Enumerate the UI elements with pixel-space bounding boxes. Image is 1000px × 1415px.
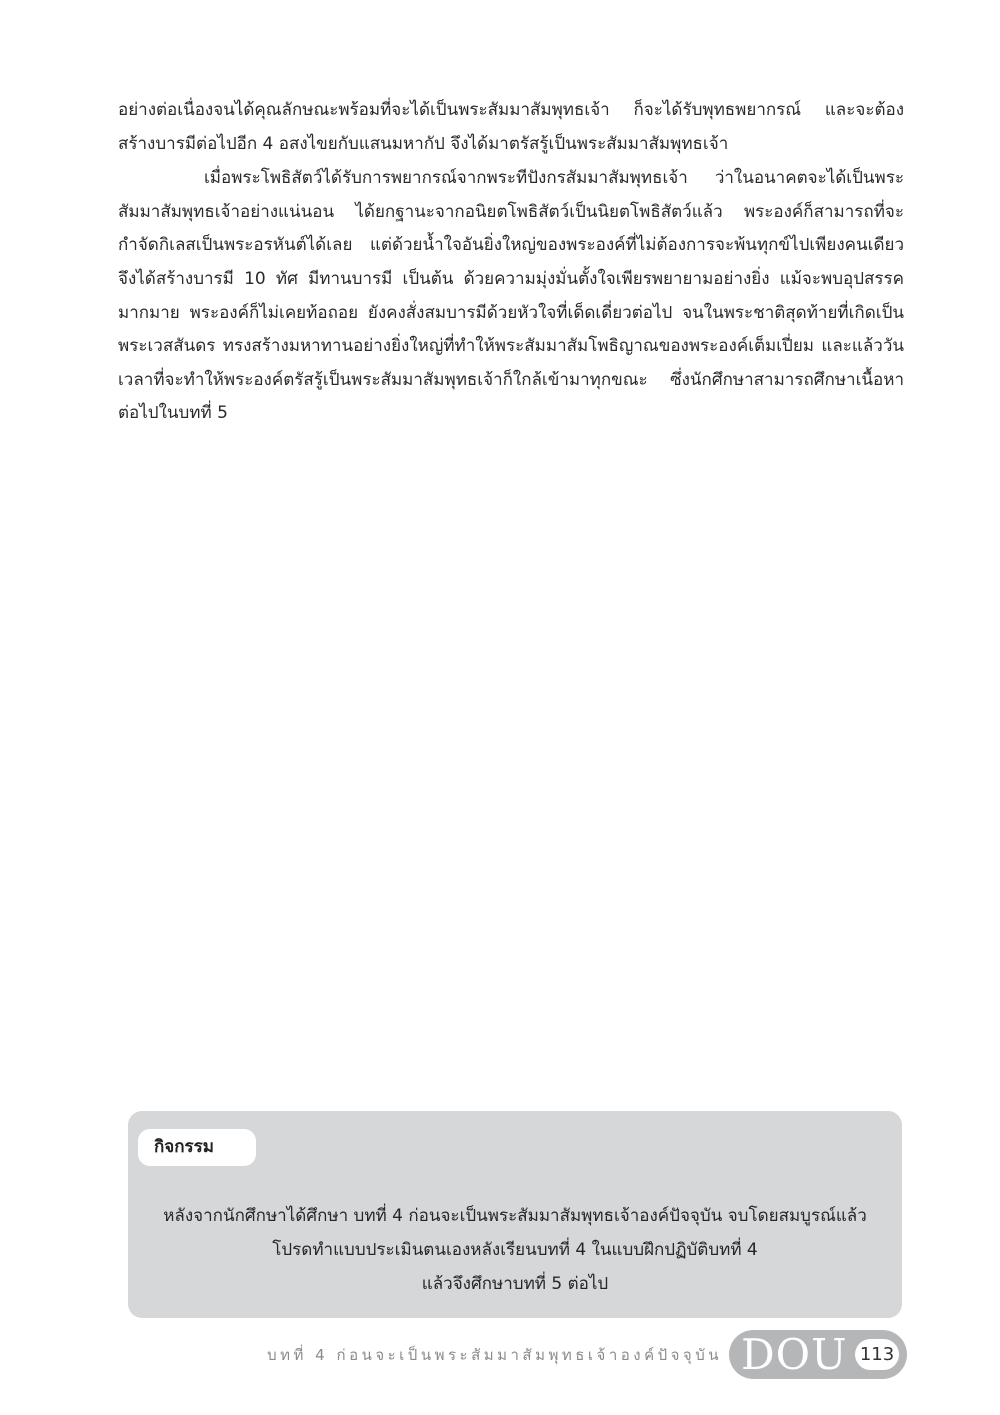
footer-chapter-title: บทที่ 4 ก่อนจะเป็นพระสัมมาสัมพุทธเจ้าองค์ปัจจุบัน bbox=[267, 1346, 722, 1364]
activity-line-3: แล้วจึงศึกษาบทที่ 5 ต่อไป bbox=[421, 1274, 609, 1294]
body-text bbox=[118, 94, 904, 431]
activity-box bbox=[128, 1111, 902, 1318]
page-number: 113 bbox=[855, 1339, 899, 1370]
activity-instructions bbox=[128, 1199, 902, 1301]
dou-logo: DOU bbox=[741, 1330, 848, 1379]
paragraph-1: อย่างต่อเนื่องจนได้คุณลักษณะพร้อมที่จะได้เป็นพระสัมมาสัมพุทธเจ้า ก็จะได้รับพุทธพยากรณ์ และจะต้องสร้างบารมีต่อไปอีก 4 อสงไขยกับแสนมหากัป จึงได้มาตรัสรู้เป็นพระสัมมาสัมพุทธเจ้า bbox=[118, 100, 904, 154]
activity-label: กิจกรรม bbox=[138, 1129, 256, 1166]
paragraph-2: เมื่อพระโพธิสัตว์ได้รับการพยากรณ์จากพระทีปังกรสัมมาสัมพุทธเจ้า ว่าในอนาคตจะได้เป็นพระสัมมาสัมพุทธเจ้าอย่างแน่นอน ได้ยกฐานะจากอนิยตโพธิสัตว์เป็นนิยตโพธิสัตว์แล้ว พระองค์ก็สามารถที่จะกำจัดกิเลสเป็นพระอรหันต์ได้เลย แต่ด้วยน้ำใจอันยิ่งใหญ่ของพระองค์ที่ไม่ต้องการจะพ้นทุกข์ไปเพียงคนเดียว จึงได้สร้างบารมี 10 ทัศ มีทานบารมี เป็นต้น ด้วยความมุ่งมั่นตั้งใจเพียรพยายามอย่างยิ่ง แม้จะพบอุปสรรคมากมาย พระองค์ก็ไม่เคยท้อถอย ยังคงสั่งสมบารมีด้วยหัวใจที่เด็ดเดี่ยวต่อไป จนในพระชาติสุดท้ายที่เกิดเป็นพระเวสสันดร ทรงสร้างมหาทานอย่างยิ่งใหญ่ที่ทำให้พระสัมมาสัมโพธิญาณของพระองค์เต็มเปี่ยม และแล้ววันเวลาที่จะทำให้พระองค์ตรัสรู้เป็นพระสัมมาสัมพุทธเจ้าก็ใกล้เข้ามาทุกขณะ ซึ่งนักศึกษาสามารถศึกษาเนื้อหาต่อไปในบทที่ 5 bbox=[118, 168, 904, 424]
activity-line-2: โปรดทำแบบประเมินตนเองหลังเรียนบทที่ 4 ในแบบฝึกปฏิบัติบทที่ 4 bbox=[272, 1240, 758, 1260]
footer-badge bbox=[729, 1330, 907, 1379]
activity-line-1: หลังจากนักศึกษาได้ศึกษา บทที่ 4 ก่อนจะเป็นพระสัมมาสัมพุทธเจ้าองค์ปัจจุบัน จบโดยสมบูรณ์แล้ว bbox=[163, 1206, 867, 1226]
